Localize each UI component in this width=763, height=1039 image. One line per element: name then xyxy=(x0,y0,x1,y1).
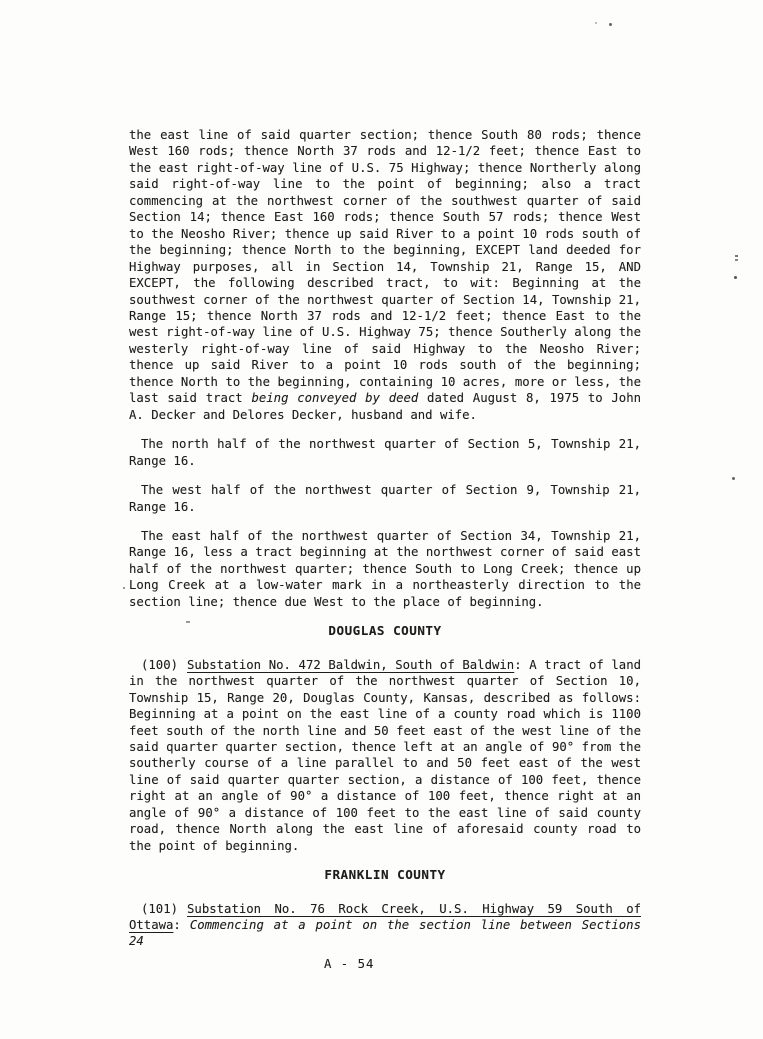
paragraph-substation-101 xyxy=(129,901,641,950)
scan-speckle xyxy=(595,22,597,24)
paragraph-section-34: The east half of the northwest quarter of Section 34, Township 21, Range 16, less a tract beginning at the northwest corner of said east half of the northwest quarter; thence South to Long Creek; thence up Long Creek at a low-water mark in a northeasterly direction to the section line; thence due West to the place of beginning. xyxy=(129,528,641,609)
scan-speckle xyxy=(732,477,735,480)
paragraph-text-italic: being conveyed by deed xyxy=(251,391,419,406)
paragraph-section-9: The west half of the northwest quarter of Section 9, Township 21, Range 16. xyxy=(129,483,641,514)
paragraph-section-5: The north half of the northwest quarter of Section 5, Township 21, Range 16. xyxy=(129,437,641,468)
colon-separator: : xyxy=(173,918,181,933)
heading-douglas-county: DOUGLAS COUNTY xyxy=(328,623,442,639)
scan-speckle xyxy=(734,276,737,279)
scan-speckle xyxy=(123,587,125,589)
scan-speckle xyxy=(735,255,738,257)
document-body xyxy=(129,127,641,963)
item-number: (101) xyxy=(141,901,179,916)
paragraph-text: the east line of said quarter section; thence South 80 rods; thence West 160 rods; thence North 37 rods and 12-1/2 feet; thence East to the east right-of-way line of U.S. 75 Highway; thence Northerly along said right-of-way line to the point of beginning; also a tract commencing at the northwest corner of the southwest quarter of said Section 14; thence East 160 rods; thence South 57 rods; thence West to the Neosho River; thence up said River to a point 10 rods south of the beginning; thence North to the beginning, EXCEPT land deeded for Highway purposes, all in Section 14, Township 21, Range 15, AND EXCEPT, the following described tract, to wit: Beginning at the southwest corner of the northwest quarter of Section 14, Township 21, Range 15; thence North 37 rods and 12-1/2 feet; thence East to the west right-of-way line of U.S. Highway 75; thence Southerly along the westerly right-of-way line of said Highway to the Neosho River; thence up said River to a point 10 rods south of the beginning; thence North to the beginning, containing 10 acres, more or less, the last said tract xyxy=(129,128,641,406)
paragraph-text: dated August 8, 1975 to John A. Decker and Delores Decker, husband and wife. xyxy=(129,391,642,422)
page-number: A - 54 xyxy=(324,957,375,971)
scan-speckle xyxy=(609,23,612,26)
paragraph-text-italic: Commencing at a point on the section line between Sections 24 xyxy=(129,918,641,949)
paragraph-legal-description-continued xyxy=(129,127,641,423)
substation-title-underlined: Substation No. 472 Baldwin, South of Baldwin xyxy=(187,657,515,672)
item-number: (100) xyxy=(141,657,179,672)
paragraph-text: : A tract of land in the northwest quarter of the northwest quarter of Section 10, Township 15, Range 20, Douglas County, Kansas, described as follows: Beginning at a point on the east line of a county road which is 1100 feet south of the north line and 50 feet east of the west line of the said quarter quarter section, thence left at an angle of 90° from the southerly course of a line parallel to and 50 feet east of the west line of said quarter quarter section, a distance of 100 feet, thence right at an angle of 90° a distance of 100 feet, thence right at an angle of 90° a distance of 100 feet to the east line of said county road, thence North along the east line of aforesaid county road to the point of beginning. xyxy=(129,657,642,853)
heading-franklin-county: FRANKLIN COUNTY xyxy=(324,867,446,883)
substation-title-underlined: Substation No. 76 Rock Creek, U.S. Highway 59 South of Ottawa xyxy=(129,901,641,933)
scan-speckle xyxy=(735,259,738,261)
paragraph-substation-100 xyxy=(129,657,641,854)
